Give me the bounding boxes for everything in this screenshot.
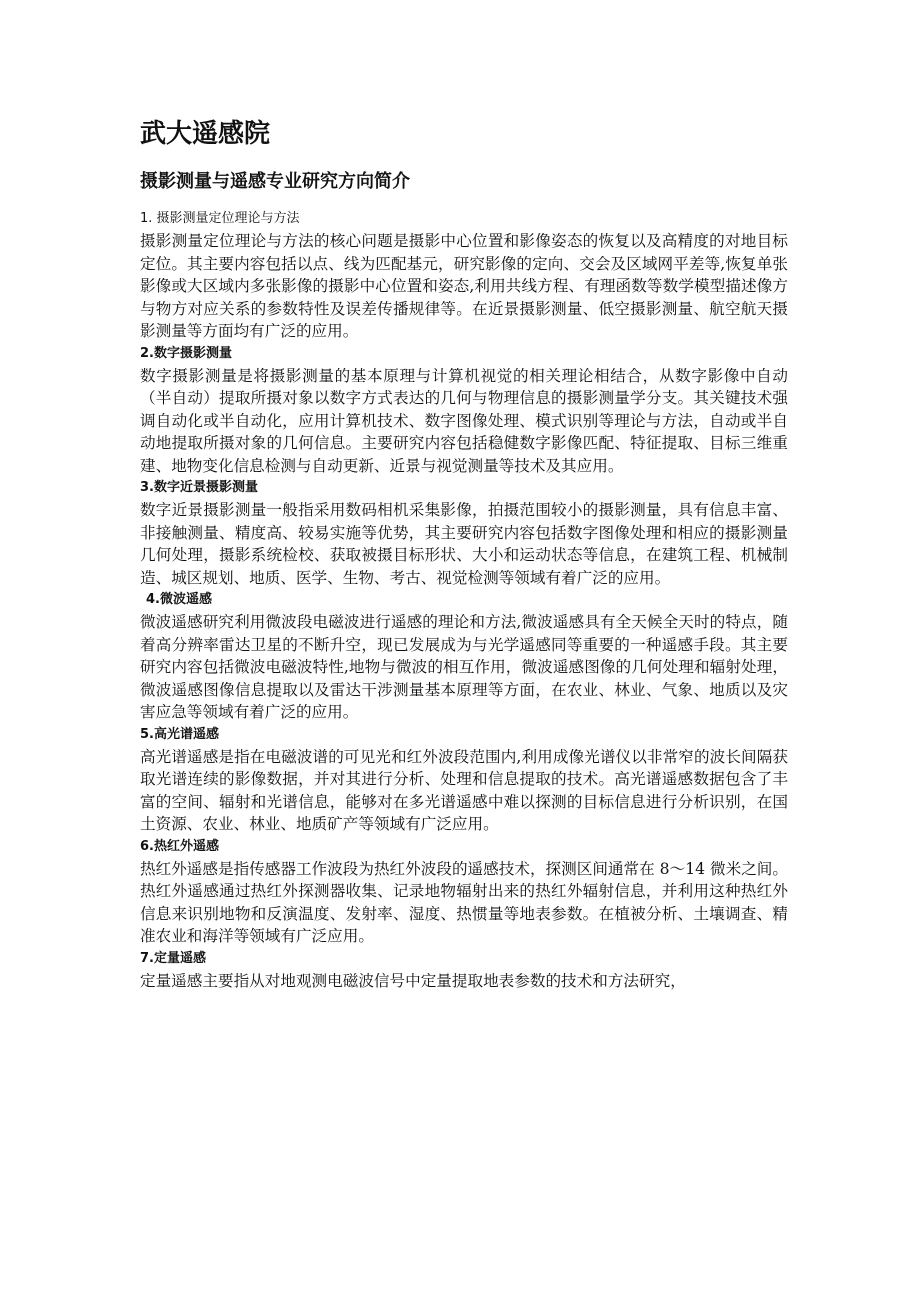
section-7	[140, 948, 788, 993]
section-body: 数字近景摄影测量一般指采用数码相机采集影像，拍摄范围较小的摄影测量，具有信息丰富、非接触测量、精度高、较易实施等优势，其主要研究内容包括数字图像处理和相应的摄影测量几何处理，摄影系统检校、获取被摄目标形状、大小和运动状态等信息，在建筑工程、机械制造、城区规划、地质、医学、生物、考古、视觉检测等领域有着广泛的应用。	[140, 501, 788, 587]
section-5	[140, 724, 788, 836]
document-page	[140, 112, 788, 992]
section-1	[140, 208, 788, 343]
section-4	[140, 589, 788, 724]
section-heading: 4.微波遥感	[146, 592, 212, 607]
document-title: 武大遥感院	[140, 119, 271, 149]
section-body: 热红外遥感是指传感器工作波段为热红外波段的遥感技术，探测区间通常在 8～14 微米之间。热红外遥感通过热红外探测器收集、记录地物辐射出来的热红外辐射信息，并利用这种热红外信息来识别地物和反演温度、发射率、湿度、热惯量等地表参数。在植被分析、土壤调查、精准农业和海洋等领域有广泛应用。	[140, 859, 788, 945]
section-body: 高光谱遥感是指在电磁波谱的可见光和红外波段范围内,利用成像光谱仪以非常窄的波长间隔获取光谱连续的影像数据，并对其进行分析、处理和信息提取的技术。高光谱遥感数据包含了丰富的空间、辐射和光谱信息，能够对在多光谱遥感中难以探测的目标信息进行分析识别，在国土资源、农业、林业、地质矿产等领域有广泛应用。	[140, 747, 788, 833]
section-body: 定量遥感主要指从对地观测电磁波信号中定量提取地表参数的技术和方法研究，	[140, 971, 686, 990]
section-body: 微波遥感研究利用微波段电磁波进行遥感的理论和方法,微波遥感具有全天候全天时的特点，随着高分辨率雷达卫星的不断升空，现已发展成为与光学遥感同等重要的一种遥感手段。其主要研究内容包括微波电磁波特性,地物与微波的相互作用，微波遥感图像的几何处理和辐射处理，微波遥感图像信息提取以及雷达干涉测量基本原理等方面，在农业、林业、气象、地质以及灾害应急等领域有着广泛的应用。	[140, 613, 788, 721]
section-body: 摄影测量定位理论与方法的核心问题是摄影中心位置和影像姿态的恢复以及高精度的对地目标定位。其主要内容包括以点、线为匹配基元，研究影像的定向、交会及区域网平差等,恢复单张影像或大区域内多张影像的摄影中心位置和姿态,利用共线方程、有理函数等数学模型描述像方与物方对应关系的参数特性及误差传播规律等。在近景摄影测量、低空摄影测量、航空航天摄影测量等方面均有广泛的应用。	[140, 232, 788, 340]
section-heading: 7.定量遥感	[140, 950, 206, 966]
section-body: 数字摄影测量是将摄影测量的基本原理与计算机视觉的相关理论相结合，从数字影像中自动（半自动）提取所摄对象以数字方式表达的几何与物理信息的摄影测量学分支。其关键技术强调自动化或半自动化，应用计算机技术、数字图像处理、模式识别等理论与方法，自动或半自动地提取所摄对象的几何信息。主要研究内容包括稳健数字影像匹配、特征提取、目标三维重建、地物变化信息检测与自动更新、近景与视觉测量等技术及其应用。	[140, 366, 788, 475]
section-heading: 2.数字摄影测量	[140, 345, 232, 361]
document-subtitle: 摄影测量与遥感专业研究方向简介	[140, 171, 410, 192]
section-6	[140, 836, 788, 948]
section-heading: 3.数字近景摄影测量	[140, 480, 258, 495]
section-heading: 6.热红外遥感	[140, 838, 219, 854]
section-2	[140, 343, 788, 478]
section-heading: 5.高光谱遥感	[140, 726, 219, 742]
section-heading: 1. 摄影测量定位理论与方法	[140, 211, 300, 226]
section-3	[140, 477, 788, 589]
